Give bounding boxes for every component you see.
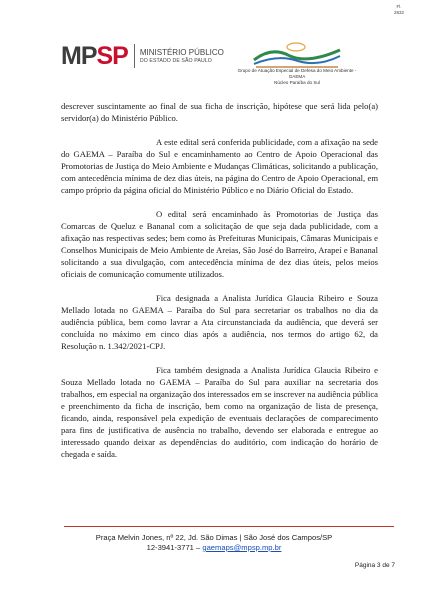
gaema-caption: Grupo de Atuação Especial de Defesa do Meio Ambiente - GAEMA Núcleo Paraíba do Sul <box>237 68 357 85</box>
paragraph-forwarding: O edital será encaminhado às Promotorias de Justiça das Comarcas de Queluz e Bananal com a solicitação de que seja dada publicidade, com a afixação nas respectivas sedes; bem como às Prefeituras Municipais, Câmaras Municipais e Conselhos Municipais de Meio Ambiente de Areias, São José do Barreiro, Arapeí e Bananal solicitando a sua divulgação, com antecedência mínima de dez dias úteis, pelos meios oficiais de comunicação comumente utilizados. <box>61 209 378 279</box>
document-header <box>0 0 428 90</box>
gaema-landscape-icon <box>252 38 342 68</box>
page-stamp-label: Fl. <box>396 4 402 9</box>
paragraph-secretary-designation: Fica designada a Analista Jurídica Glaucia Ribeiro e Souza Mellado lotada no GAEMA – Paraíba do Sul para secretariar os trabalhos no dia da audiência pública, bem como lavrar a Ata circunstanciada da audiência, que deverá ser concluída no máximo em cinco dias após a audiência, nos termos do artigo 62, da Resolução n. 1.342/2021-CPJ. <box>61 293 378 351</box>
footer-divider <box>64 526 394 527</box>
page-stamp-number: 2832 <box>393 9 404 15</box>
mpsp-logo-mark: MPSP <box>61 42 128 70</box>
footer-email-link[interactable]: gaemaps@mpsp.mp.br <box>202 543 282 552</box>
footer-address: Praça Melvin Jones, nº 22, Jd. São Dimas | São José dos Campos/SP <box>95 533 333 542</box>
footer-phone: 12-3941-3771 – <box>146 543 203 552</box>
paragraph-publicity: A este edital será conferida publicidade, com a afixação na sede do GAEMA – Paraíba do Sul e encaminhamento ao Centro de Apoio Operacional das Promotorias de Justiça do Meio Ambiente e Mudanças Climáticas, solicitando a publicação, com antecedência mínima de dez dias úteis, na página do Centro de Apoio Operacional, em campo próprio da página oficial do Ministério Público e no Diário Oficial do Estado. <box>61 137 378 195</box>
paragraph-continuation: descrever suscintamente ao final de sua ficha de inscrição, hipótese que será lida pelo(a) servidor(a) do Ministério Público. <box>61 101 378 123</box>
footer-contact <box>0 543 428 553</box>
paragraph-assistant-designation: Fica também designada a Analista Jurídica Glaucia Ribeiro e Souza Mellado lotada no GAEMA – Paraíba do Sul para auxiliar na secretaria dos trabalhos, em especial na organização dos interessados em se inscrever na audiência pública e preenchimento da ficha de inscrição, bem como na organização de lista de presença, ficando, ainda, responsável pela expedição de eventuais declarações de comparecimento para fins de justificativa de ausência no trabalho, devendo ser elaborada e entregue ao interessado quando deixar as dependências do auditório, com indicação do horário de chegada e saída. <box>61 365 378 459</box>
document-footer <box>0 533 428 553</box>
gaema-logo <box>232 38 362 85</box>
logo-divider <box>134 44 135 68</box>
document-body <box>61 100 378 472</box>
mpsp-org-name: MINISTÉRIO PÚBLICO DO ESTADO DE SÃO PAULO <box>139 47 224 64</box>
page-number: Página 3 de 7 <box>354 562 395 569</box>
mpsp-logo <box>61 43 224 69</box>
